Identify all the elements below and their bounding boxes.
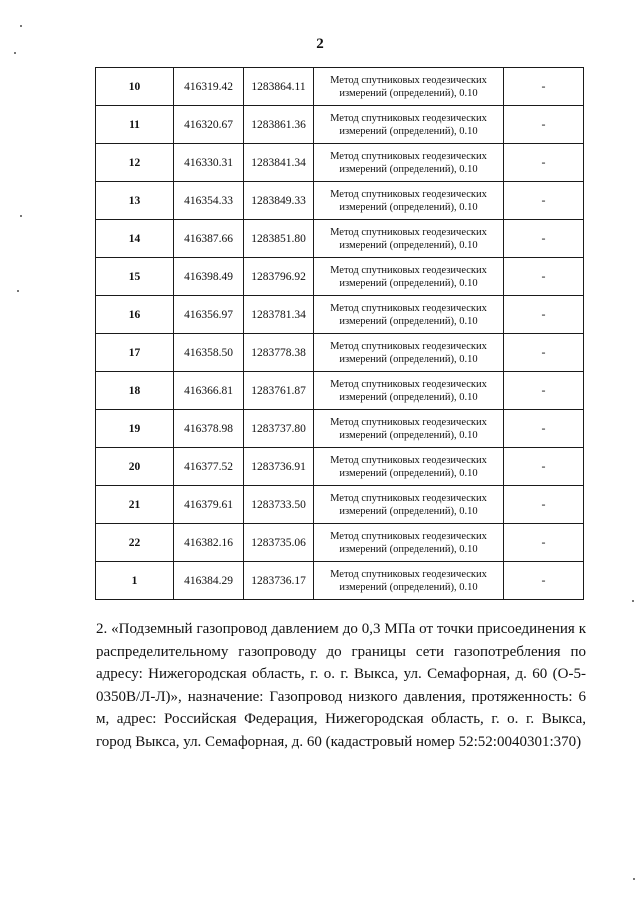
point-number: 15 [96, 258, 174, 296]
method-cell [314, 524, 504, 562]
method-cell [314, 144, 504, 182]
coord-y: 1283796.92 [244, 258, 314, 296]
note-cell: - [504, 334, 584, 372]
coord-x: 416330.31 [174, 144, 244, 182]
coord-x: 416398.49 [174, 258, 244, 296]
coord-x: 416356.97 [174, 296, 244, 334]
point-number: 13 [96, 182, 174, 220]
coord-y: 1283849.33 [244, 182, 314, 220]
note-cell: - [504, 220, 584, 258]
coord-y: 1283851.80 [244, 220, 314, 258]
table-row [96, 524, 584, 562]
method-line-2: измерений (определений), 0.10 [339, 543, 478, 555]
point-number: 14 [96, 220, 174, 258]
coord-x: 416320.67 [174, 106, 244, 144]
method-line-2: измерений (определений), 0.10 [339, 391, 478, 403]
coord-y: 1283761.87 [244, 372, 314, 410]
coord-y: 1283861.36 [244, 106, 314, 144]
method-line-2: измерений (определений), 0.10 [339, 277, 478, 289]
method-cell [314, 486, 504, 524]
note-cell: - [504, 524, 584, 562]
method-cell [314, 258, 504, 296]
method-cell [314, 562, 504, 600]
note-cell: - [504, 410, 584, 448]
method-line-1: Метод спутниковых геодезических [330, 302, 487, 314]
table-row [96, 258, 584, 296]
note-cell: - [504, 144, 584, 182]
coord-x: 416387.66 [174, 220, 244, 258]
table-row [96, 410, 584, 448]
scan-speck [632, 600, 634, 602]
note-cell: - [504, 106, 584, 144]
method-line-1: Метод спутниковых геодезических [330, 150, 487, 162]
point-number: 16 [96, 296, 174, 334]
method-line-2: измерений (определений), 0.10 [339, 87, 478, 99]
point-number: 22 [96, 524, 174, 562]
method-cell [314, 296, 504, 334]
coord-x: 416366.81 [174, 372, 244, 410]
method-line-2: измерений (определений), 0.10 [339, 505, 478, 517]
method-line-1: Метод спутниковых геодезических [330, 568, 487, 580]
scan-speck [20, 215, 22, 217]
coord-y: 1283864.11 [244, 68, 314, 106]
point-number: 17 [96, 334, 174, 372]
note-cell: - [504, 562, 584, 600]
note-cell: - [504, 372, 584, 410]
method-line-1: Метод спутниковых геодезических [330, 264, 487, 276]
coord-y: 1283736.17 [244, 562, 314, 600]
point-number: 10 [96, 68, 174, 106]
table-row [96, 296, 584, 334]
method-line-1: Метод спутниковых геодезических [330, 340, 487, 352]
coord-x: 416358.50 [174, 334, 244, 372]
table-row [96, 562, 584, 600]
table-row [96, 182, 584, 220]
method-cell [314, 334, 504, 372]
coord-x: 416354.33 [174, 182, 244, 220]
object-description-paragraph: 2. «Подземный газопровод давлением до 0,3 МПа от точки присоединения к распределительному газопроводу до границы сети газопотребления по адресу: Нижегородская область, г. о. г. Выкса, ул. Семафорная, д. 60 (О-5-0350В/Л-Л)», назначение: Газопровод низкого давления, протяженность: 6 м, адрес: Российская Федерация, Нижегородская область, г. о. г. Выкса, город Выкса, ул. Семафорная, д. 60 (кадастровый номер 52:52:0040301:370) [96, 621, 586, 750]
coord-y: 1283778.38 [244, 334, 314, 372]
scan-speck [14, 52, 16, 54]
table-row [96, 144, 584, 182]
coord-x: 416378.98 [174, 410, 244, 448]
method-line-1: Метод спутниковых геодезических [330, 454, 487, 466]
note-cell: - [504, 486, 584, 524]
method-line-2: измерений (определений), 0.10 [339, 201, 478, 213]
coord-x: 416384.29 [174, 562, 244, 600]
method-line-2: измерений (определений), 0.10 [339, 163, 478, 175]
method-line-1: Метод спутниковых геодезических [330, 112, 487, 124]
coord-x: 416377.52 [174, 448, 244, 486]
table-row [96, 486, 584, 524]
point-number: 20 [96, 448, 174, 486]
method-line-1: Метод спутниковых геодезических [330, 226, 487, 238]
coord-y: 1283735.06 [244, 524, 314, 562]
page-number: 2 [316, 36, 324, 52]
method-line-2: измерений (определений), 0.10 [339, 239, 478, 251]
point-number: 19 [96, 410, 174, 448]
method-line-1: Метод спутниковых геодезических [330, 416, 487, 428]
coord-y: 1283841.34 [244, 144, 314, 182]
table-row [96, 68, 584, 106]
method-cell [314, 372, 504, 410]
method-line-1: Метод спутниковых геодезических [330, 492, 487, 504]
point-number: 21 [96, 486, 174, 524]
method-line-2: измерений (определений), 0.10 [339, 125, 478, 137]
table-row [96, 372, 584, 410]
method-line-2: измерений (определений), 0.10 [339, 581, 478, 593]
scan-speck [633, 878, 635, 880]
scan-speck [20, 25, 22, 27]
coord-y: 1283733.50 [244, 486, 314, 524]
coordinates-table [95, 67, 584, 600]
coord-y: 1283736.91 [244, 448, 314, 486]
method-cell [314, 68, 504, 106]
method-line-1: Метод спутниковых геодезических [330, 530, 487, 542]
method-cell [314, 220, 504, 258]
method-line-1: Метод спутниковых геодезических [330, 188, 487, 200]
coord-x: 416382.16 [174, 524, 244, 562]
method-line-1: Метод спутниковых геодезических [330, 378, 487, 390]
note-cell: - [504, 448, 584, 486]
method-line-2: измерений (определений), 0.10 [339, 315, 478, 327]
method-cell [314, 410, 504, 448]
table-row [96, 220, 584, 258]
point-number: 11 [96, 106, 174, 144]
coord-y: 1283781.34 [244, 296, 314, 334]
method-cell [314, 182, 504, 220]
note-cell: - [504, 258, 584, 296]
note-cell: - [504, 182, 584, 220]
scan-speck [17, 290, 19, 292]
coordinates-table-body [96, 68, 584, 600]
method-line-2: измерений (определений), 0.10 [339, 353, 478, 365]
note-cell: - [504, 68, 584, 106]
method-line-1: Метод спутниковых геодезических [330, 74, 487, 86]
table-row [96, 448, 584, 486]
coord-x: 416319.42 [174, 68, 244, 106]
method-line-2: измерений (определений), 0.10 [339, 429, 478, 441]
method-cell [314, 106, 504, 144]
point-number: 1 [96, 562, 174, 600]
note-cell: - [504, 296, 584, 334]
table-row [96, 106, 584, 144]
method-line-2: измерений (определений), 0.10 [339, 467, 478, 479]
table-row [96, 334, 584, 372]
point-number: 18 [96, 372, 174, 410]
coord-y: 1283737.80 [244, 410, 314, 448]
point-number: 12 [96, 144, 174, 182]
method-cell [314, 448, 504, 486]
coord-x: 416379.61 [174, 486, 244, 524]
